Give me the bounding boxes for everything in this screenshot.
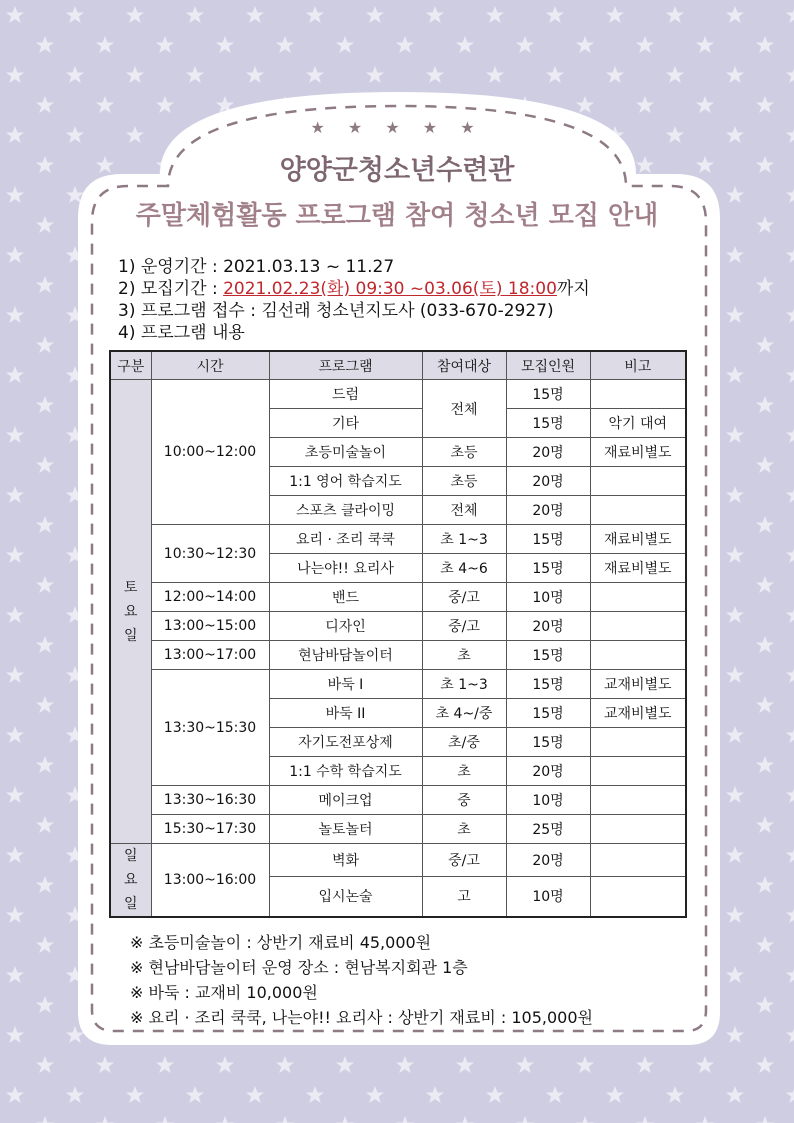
program-cell: 벽화 [269,844,422,877]
col-header-category: 구분 [110,351,151,380]
program-cell: 메이크업 [269,786,422,815]
time-cell: 13:00~16:00 [151,844,269,918]
note-cell: 재료비별도 [590,525,686,554]
recruitment-period-suffix: 까지 [556,279,590,299]
note-baduk-fee: ※ 바둑 : 교재비 10,000원 [130,983,318,1002]
day-saturday: 토 요 일 [110,380,151,844]
program-cell: 드럼 [269,380,422,409]
table-row [110,525,686,554]
col-header-note: 비고 [590,351,686,380]
note-art-class-fee: ※ 초등미술놀이 : 상반기 재료비 45,000원 [130,933,432,952]
target-cell: 초 [422,815,506,844]
note-playground-location: ※ 현남바담놀이터 운영 장소 : 현남복지회관 1층 [130,958,468,977]
notes-block [130,930,593,1030]
table-row [110,583,686,612]
time-cell: 13:00~15:00 [151,612,269,641]
note-cell [590,815,686,844]
program-contents-heading: 4) 프로그램 내용 [118,323,245,343]
table-row [110,786,686,815]
target-cell: 고 [422,876,506,917]
note-cell [590,844,686,877]
program-cell: 디자인 [269,612,422,641]
program-cell: 밴드 [269,583,422,612]
target-cell: 초 4~/중 [422,699,506,728]
capacity-cell: 25명 [506,815,590,844]
target-cell: 중/고 [422,612,506,641]
operation-period: 1) 운영기간 : 2021.03.13 ~ 11.27 [118,257,395,277]
note-cell [590,496,686,525]
capacity-cell: 20명 [506,496,590,525]
program-cell: 1:1 영어 학습지도 [269,467,422,496]
target-cell: 초/중 [422,728,506,757]
table-row [110,844,686,877]
table-row [110,612,686,641]
target-cell: 전체 [422,380,506,438]
capacity-cell: 10명 [506,876,590,917]
time-cell: 13:30~15:30 [151,670,269,786]
note-cell [590,612,686,641]
time-cell: 10:30~12:30 [151,525,269,583]
capacity-cell: 20명 [506,438,590,467]
target-cell: 중/고 [422,583,506,612]
program-cell: 요리 · 조리 쿡쿡 [269,525,422,554]
note-cell: 악기 대여 [590,409,686,438]
capacity-cell: 10명 [506,583,590,612]
organization-title: 양양군청소년수련관 [279,155,515,186]
target-cell: 전체 [422,496,506,525]
note-cell [590,876,686,917]
note-cell [590,467,686,496]
program-cell: 바둑 I [269,670,422,699]
note-cell [590,757,686,786]
program-cell: 나는야!! 요리사 [269,554,422,583]
target-cell: 중 [422,786,506,815]
time-cell: 12:00~14:00 [151,583,269,612]
program-cell: 입시논술 [269,876,422,917]
note-cell [590,728,686,757]
recruitment-period-label: 2) 모집기간 : [118,279,224,299]
time-cell: 13:00~17:00 [151,641,269,670]
capacity-cell: 10명 [506,786,590,815]
day-sunday: 일 요 일 [110,844,151,918]
col-header-capacity: 모집인원 [506,351,590,380]
time-cell: 10:00~12:00 [151,380,269,525]
target-cell: 초등 [422,467,506,496]
decorative-stars: ★ ★ ★ ★ ★ [310,118,484,137]
col-header-program: 프로그램 [269,351,422,380]
note-cell: 교재비별도 [590,670,686,699]
target-cell: 초등 [422,438,506,467]
note-cell [590,583,686,612]
program-cell: 초등미술놀이 [269,438,422,467]
recruitment-period [118,278,590,300]
program-cell: 1:1 수학 학습지도 [269,757,422,786]
program-cell: 현남바담놀이터 [269,641,422,670]
table-row [110,670,686,699]
note-cell: 교재비별도 [590,699,686,728]
capacity-cell: 20명 [506,612,590,641]
target-cell: 초 1~3 [422,525,506,554]
note-cell [590,641,686,670]
table-row [110,815,686,844]
program-cell: 놀토놀터 [269,815,422,844]
time-cell: 15:30~17:30 [151,815,269,844]
target-cell: 중/고 [422,844,506,877]
capacity-cell: 15명 [506,641,590,670]
program-cell: 스포츠 클라이밍 [269,496,422,525]
table-header-row [110,351,686,380]
capacity-cell: 15명 [506,699,590,728]
col-header-target: 참여대상 [422,351,506,380]
capacity-cell: 15명 [506,554,590,583]
capacity-cell: 15명 [506,670,590,699]
note-cell [590,786,686,815]
note-cell: 재료비별도 [590,438,686,467]
col-header-time: 시간 [151,351,269,380]
notice-title: 주말체험활동 프로그램 참여 청소년 모집 안내 [135,201,659,231]
target-cell: 초 [422,641,506,670]
target-cell: 초 1~3 [422,670,506,699]
table-row [110,380,686,409]
note-cooking-fee: ※ 요리 · 조리 쿡쿡, 나는야!! 요리사 : 상반기 재료비 : 105,000원 [130,1008,593,1027]
capacity-cell: 20명 [506,757,590,786]
program-cell: 바둑 II [269,699,422,728]
note-cell: 재료비별도 [590,554,686,583]
time-cell: 13:30~16:30 [151,786,269,815]
capacity-cell: 20명 [506,844,590,877]
capacity-cell: 15명 [506,409,590,438]
program-cell: 자기도전포상제 [269,728,422,757]
program-contact: 3) 프로그램 접수 : 김선래 청소년지도사 (033-670-2927) [118,301,554,321]
recruitment-period-dates: 2021.02.23(화) 09:30 ~03.06(토) 18:00 [223,279,557,299]
capacity-cell: 15명 [506,380,590,409]
table-row [110,641,686,670]
capacity-cell: 15명 [506,525,590,554]
program-cell: 기타 [269,409,422,438]
target-cell: 초 4~6 [422,554,506,583]
capacity-cell: 15명 [506,728,590,757]
capacity-cell: 20명 [506,467,590,496]
target-cell: 초 [422,757,506,786]
program-schedule-table [109,350,687,918]
note-cell [590,380,686,409]
info-block [118,256,590,344]
